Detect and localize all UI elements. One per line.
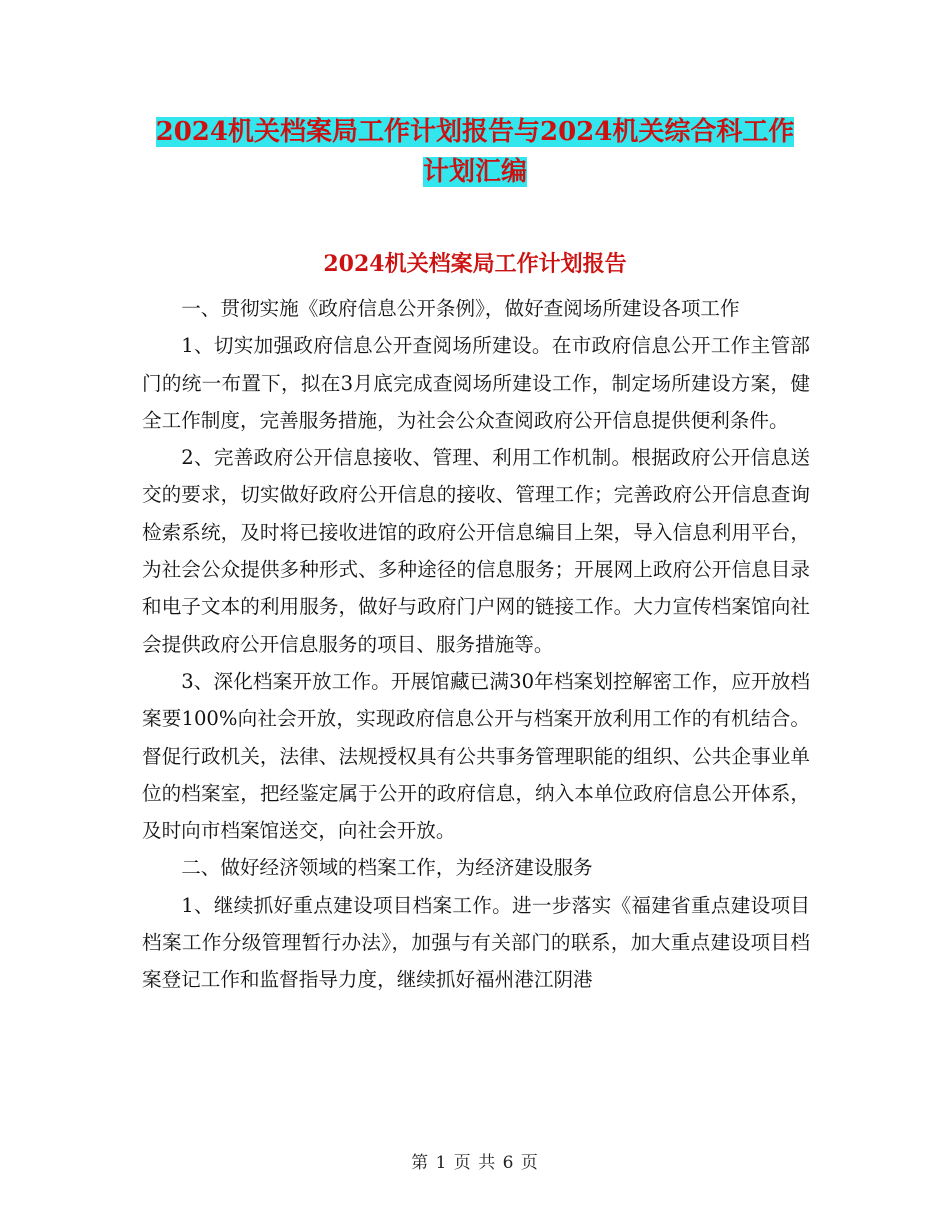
document-title-line-2: 计划汇编 — [422, 157, 527, 187]
page-number-footer: 第 1 页 共 6 页 — [411, 1153, 539, 1173]
document-title-line-1: 2024机关档案局工作计划报告与2024机关综合科工作 — [155, 117, 795, 147]
section-title: 2024机关档案局工作计划报告 — [323, 251, 627, 277]
paragraph-heading-1: 一、贯彻实施《政府信息公开条例》，做好查阅场所建设各项工作 — [181, 297, 740, 320]
document-title — [0, 110, 950, 154]
paragraph: 1、切实加强政府信息公开查阅场所建设。在市政府信息公开工作主管部门的统一布置下，拟在3月底完成查阅场所建设工作，制定场所建设方案，健全工作制度，完善服务措施，为社会公众查阅政府公开信息提供便利条件。 — [142, 334, 810, 432]
document-title-continued — [0, 150, 950, 194]
paragraph-heading-2: 二、做好经济领域的档案工作，为经济建设服务 — [181, 856, 593, 880]
document-body — [142, 290, 810, 999]
paragraph: 3、深化档案开放工作。开展馆藏已满30年档案划控解密工作，应开放档案要100%向社会开放，实现政府信息公开与档案开放利用工作的有机结合。督促行政机关，法律、法规授权具有公共事务管理职能的组织、公共企事业单位的档案室，把经鉴定属于公开的政府信息，纳入本单位政府信息公开体系，及时向市档案馆送交，向社会开放。 — [142, 669, 810, 843]
paragraph: 2、完善政府公开信息接收、管理、利用工作机制。根据政府公开信息送交的要求，切实做好政府公开信息的接收、管理工作；完善政府公开信息查询检索系统，及时将已接收进馆的政府公开信息编目上架，导入信息利用平台，为社会公众提供多种形式、多种途径的信息服务；开展网上政府公开信息目录和电子文本的利用服务，做好与政府门户网的链接工作。大力宣传档案馆向社会提供政府公开信息服务的项目、服务措施等。 — [142, 446, 810, 656]
paragraph: 1、继续抓好重点建设项目档案工作。进一步落实《福建省重点建设项目档案工作分级管理暂行办法》，加强与有关部门的联系，加大重点建设项目档案登记工作和监督指导力度，继续抓好福州港江阴港 — [142, 893, 810, 992]
